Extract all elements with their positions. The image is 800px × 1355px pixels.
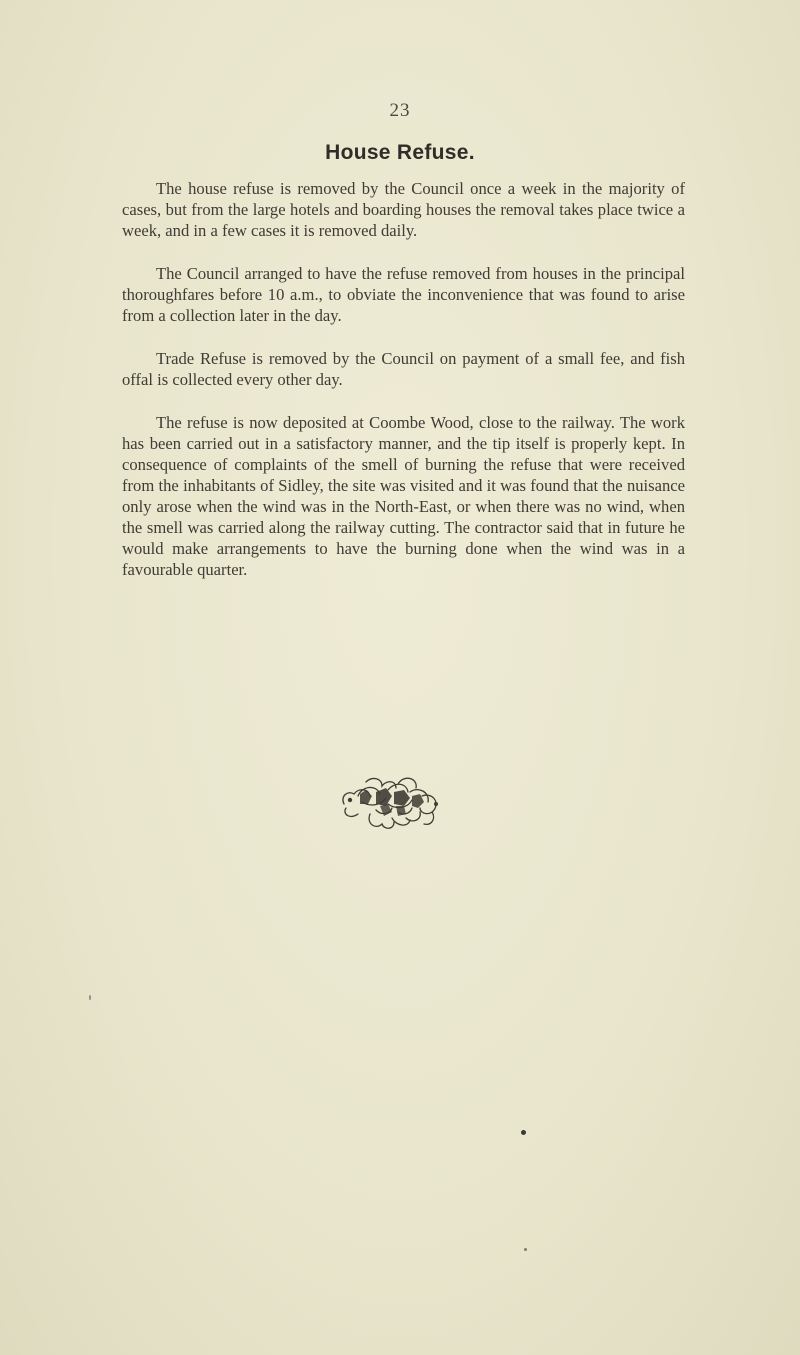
print-speck xyxy=(524,1248,527,1251)
paragraph-morning-removal: The Council arranged to have the refuse removed from houses in the principal thoroughfares before 10 a.m., to obviate the inconvenience that was found to arise from a collection later in the day. xyxy=(122,264,685,325)
print-speck xyxy=(89,995,91,1000)
print-speck xyxy=(521,1130,526,1135)
paragraph-deposit-site: The refuse is now deposited at Coombe Wood, close to the railway. The work has been carried out in a satisfactory manner, and the tip itself is properly kept. In consequence of complaints of the smell of burning the refuse that were received from the inhabitants of Sidley, the site was visited and it was found that the nuisance only arose when the wind was in the North-East, or when there was no wind, when the smell was carried along the railway cutting. The contractor said that in future he would make arrangements to have the burning done when the wind was in a favourable quarter. xyxy=(122,413,685,579)
page-number: 23 xyxy=(389,100,411,121)
section-heading: House Refuse. xyxy=(325,141,475,164)
paragraph-trade-refuse: Trade Refuse is removed by the Council on payment of a small fee, and fish offal is collected every other day. xyxy=(122,349,685,389)
body-text xyxy=(122,178,685,602)
floral-ornament-icon xyxy=(336,774,454,832)
paragraph-collection-frequency: The house refuse is removed by the Council once a week in the majority of cases, but from the large hotels and boarding houses the removal takes place twice a week, and in a few cases it is removed daily. xyxy=(122,179,685,240)
